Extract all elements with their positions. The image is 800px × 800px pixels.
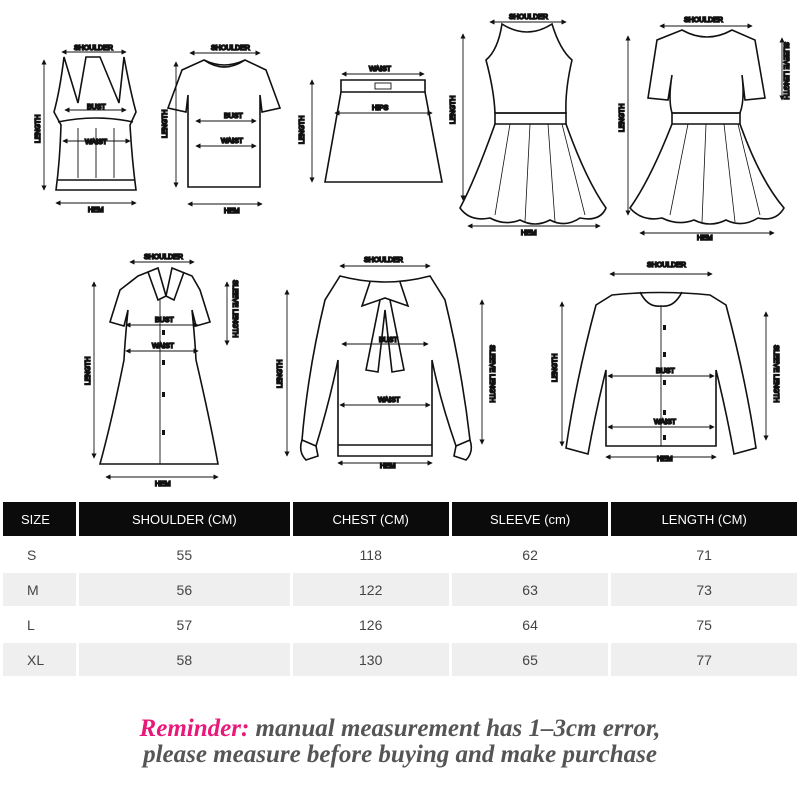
chest-cell: 122 [293, 573, 449, 606]
col-header-chest: CHEST (CM) [293, 502, 449, 536]
sleeveless-dress-shoulder-label: SHOULDER [509, 14, 548, 21]
chest-cell: 118 [359, 546, 382, 563]
button-shirt-shoulder-label: SHOULDER [647, 262, 686, 269]
skirt-waist-label: WAIST [369, 66, 391, 73]
button-shirt-hem-label: HEM [657, 456, 673, 463]
camisole-shoulder-label: SHOULDER [74, 45, 113, 52]
tee-shoulder-label: SHOULDER [211, 45, 250, 52]
size-table [0, 500, 800, 678]
shirt-dress-length-label: LENGTH [85, 356, 92, 385]
shirt-dress-sleeve-label: SLEEVE LENGTH [231, 280, 238, 338]
col-header-length: LENGTH (CM) [611, 502, 797, 536]
camisole-waist-label: WAIST [85, 139, 107, 146]
reminder-text-2: please measure before buying and make purchase [143, 741, 657, 768]
reminder-line-1 [0, 716, 800, 742]
button-shirt-waist-label: WAIST [654, 419, 676, 426]
tee-hem-label: HEM [224, 208, 240, 215]
bow-blouse-shoulder-label: SHOULDER [364, 257, 403, 264]
table-row [3, 573, 797, 606]
reminder-label: Reminder: [139, 715, 250, 742]
tee-diagram [168, 53, 280, 204]
skirt-hips-label: HIPS [372, 105, 389, 112]
camisole-bust-label: BUST [87, 104, 106, 111]
short-sleeve-dress-diagram [628, 26, 784, 233]
sleeve-cell: 64 [522, 616, 538, 633]
length-cell: 71 [696, 546, 712, 563]
button-shirt-bust-label: BUST [656, 368, 675, 375]
col-header-size: SIZE [3, 502, 76, 536]
chest-cell: 126 [359, 616, 383, 633]
size-table-header-row [3, 502, 797, 536]
shirt-dress-waist-label: WAIST [152, 343, 174, 350]
tee-bust-label: BUST [224, 113, 243, 120]
sleeveless-dress-hem-label: HEM [521, 230, 537, 237]
table-row [3, 538, 797, 571]
bow-blouse-waist-label: WAIST [378, 397, 400, 404]
length-cell: 75 [696, 616, 712, 633]
shoulder-cell: 57 [176, 616, 193, 633]
shirt-dress-bust-label: BUST [155, 317, 174, 324]
size-cell: M [3, 573, 76, 606]
button-shirt-sleeve-label: SLEEVE LENGTH [772, 345, 779, 403]
size-cell: XL [3, 643, 76, 676]
bow-blouse-bust-label: BUST [379, 337, 398, 344]
col-header-shoulder: SHOULDER (CM) [79, 502, 289, 536]
camisole-diagram [44, 52, 136, 203]
short-sleeve-dress-sleeve-label: SLEEVE LENGTH [782, 42, 789, 100]
reminder-text-1: manual measurement has 1–3cm error, [255, 715, 661, 742]
bow-blouse-diagram [287, 266, 482, 463]
skirt-diagram [312, 74, 442, 182]
length-cell: 73 [611, 573, 797, 606]
short-sleeve-dress-shoulder-label: SHOULDER [684, 17, 723, 24]
shoulder-cell: 56 [79, 573, 289, 606]
button-shirt-length-label: LENGTH [552, 353, 559, 382]
tee-waist-label: WAIST [221, 138, 243, 145]
shoulder-cell: 58 [79, 643, 289, 676]
sleeve-cell: 62 [522, 546, 538, 563]
camisole-hem-label: HEM [88, 207, 104, 214]
shirt-dress-shoulder-label: SHOULDER [144, 254, 183, 261]
bow-blouse-hem-label: HEM [380, 463, 396, 470]
shirt-dress-hem-label: HEM [155, 481, 171, 488]
table-row [3, 643, 797, 676]
reminder-note [0, 716, 800, 768]
sleeve-cell: 63 [452, 573, 609, 606]
sleeveless-dress-length-label: LENGTH [450, 95, 457, 124]
sleeveless-dress-diagram [460, 22, 606, 226]
shoulder-cell: 55 [176, 546, 193, 563]
skirt-length-label: LENGTH [299, 115, 306, 144]
sleeve-cell: 65 [452, 643, 609, 676]
col-header-sleeve: SLEEVE (cm) [452, 502, 609, 536]
bow-blouse-sleeve-label: SLEEVE LENGTH [488, 345, 495, 403]
chest-cell: 130 [293, 643, 449, 676]
size-cell: L [27, 616, 35, 633]
size-cell: S [27, 546, 37, 563]
bow-blouse-length-label: LENGTH [277, 359, 284, 388]
short-sleeve-dress-length-label: LENGTH [619, 103, 626, 132]
tee-length-label: LENGTH [162, 109, 169, 138]
short-sleeve-dress-hem-label: HEM [697, 235, 713, 242]
camisole-length-label: LENGTH [35, 114, 42, 143]
shirt-dress-diagram [94, 262, 227, 477]
button-shirt-diagram [562, 274, 766, 457]
length-cell: 77 [611, 643, 797, 676]
table-row [3, 608, 797, 641]
